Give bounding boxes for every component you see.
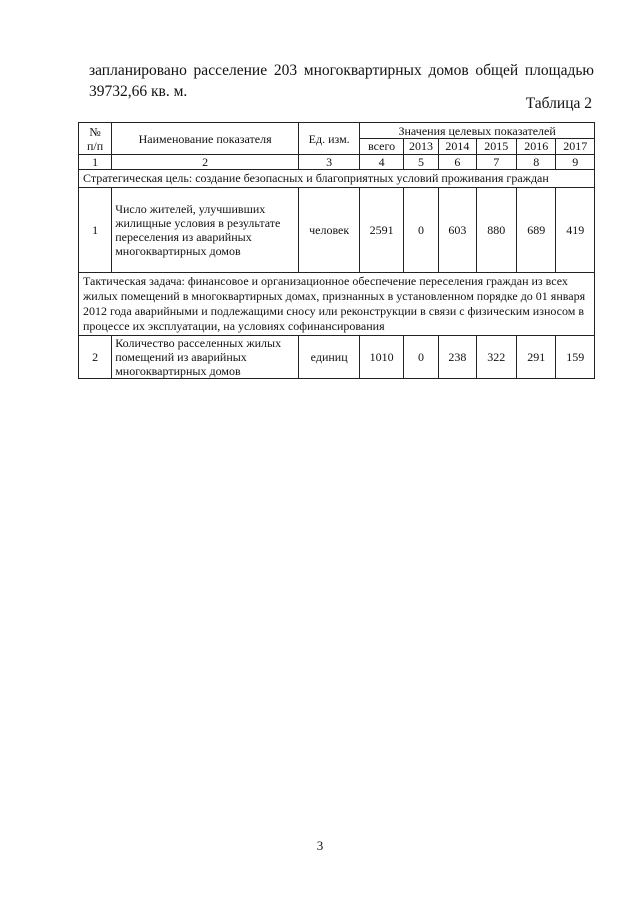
page-number: 3 xyxy=(316,838,324,853)
row-unit: единиц xyxy=(299,336,360,379)
intro-paragraph xyxy=(89,60,594,102)
header-col: 2015 xyxy=(476,139,516,155)
row-value: 238 xyxy=(439,336,476,379)
intro-line-1: запланировано расселение 203 многоквартирных домов общей площадью xyxy=(89,62,594,79)
table-caption: Таблица 2 xyxy=(525,95,592,112)
row-value: 603 xyxy=(439,188,476,273)
row-num: 1 xyxy=(79,188,112,273)
table-row xyxy=(79,336,595,379)
header-name: Наименование показателя xyxy=(112,123,299,155)
row-value: 0 xyxy=(403,336,438,379)
intro-line-2: 39732,66 кв. м. xyxy=(89,83,188,100)
tactical-row xyxy=(79,273,595,336)
strategic-row xyxy=(79,170,595,188)
indicators-table xyxy=(78,122,595,379)
header-row xyxy=(79,123,595,139)
row-value: 419 xyxy=(556,188,595,273)
header-unit: Ед. изм. xyxy=(299,123,360,155)
row-value: 291 xyxy=(517,336,556,379)
col-number: 6 xyxy=(439,155,476,170)
row-name: Число жителей, улучшивших жилищные условия в результате переселения из аварийных многоквартирных домов xyxy=(112,188,299,273)
row-value: 689 xyxy=(517,188,556,273)
tactical-task: Тактическая задача: финансовое и организационное обеспечение переселения граждан из всех жилых помещений в многоквартирных домах, признанных в установленном порядке до 01 января 2012 года аварийными и подлежащими сносу или реконструкции в связи с физическим износом в процессе их эксплуатации, на условиях софинансирования xyxy=(79,273,595,336)
header-num-line2: п/п xyxy=(87,138,104,153)
row-value: 0 xyxy=(403,188,438,273)
header-values: Значения целевых показателей xyxy=(360,123,595,139)
col-number: 1 xyxy=(79,155,112,170)
row-value: 880 xyxy=(476,188,516,273)
col-number: 3 xyxy=(299,155,360,170)
header-col: 2014 xyxy=(439,139,476,155)
col-number: 8 xyxy=(517,155,556,170)
header-col: всего xyxy=(360,139,404,155)
numbering-row xyxy=(79,155,595,170)
col-number: 7 xyxy=(476,155,516,170)
row-num: 2 xyxy=(79,336,112,379)
row-value: 1010 xyxy=(360,336,404,379)
table-row xyxy=(79,188,595,273)
row-value: 322 xyxy=(476,336,516,379)
strategic-goal: Стратегическая цель: создание безопасных и благоприятных условий проживания граждан xyxy=(79,170,595,188)
header-num-line1: № xyxy=(89,124,101,139)
row-value: 159 xyxy=(556,336,595,379)
header-col: 2016 xyxy=(517,139,556,155)
header-col: 2017 xyxy=(556,139,595,155)
col-number: 9 xyxy=(556,155,595,170)
row-value: 2591 xyxy=(360,188,404,273)
row-unit: человек xyxy=(299,188,360,273)
header-num xyxy=(79,123,112,155)
header-col: 2013 xyxy=(403,139,438,155)
col-number: 2 xyxy=(112,155,299,170)
col-number: 5 xyxy=(403,155,438,170)
row-name: Количество расселенных жилых помещений из аварийных многоквартирных домов xyxy=(112,336,299,379)
col-number: 4 xyxy=(360,155,404,170)
